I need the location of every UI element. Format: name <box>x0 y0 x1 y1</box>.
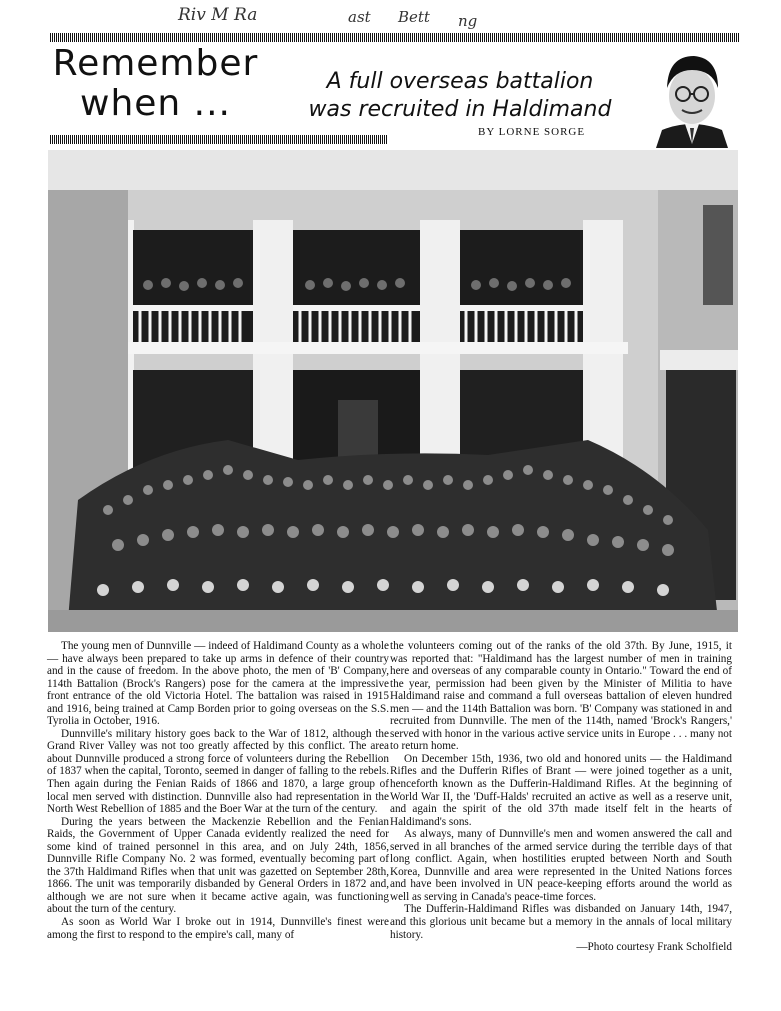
article-paragraph: the volunteers coming out of the ranks of the old 37th. By June, 1915, it was reported that: "Haldimand has the largest number of men in training here and overseas of any comparable county in Ontario." Toward the end of the year, permission had been given by the Minister of Militia to have Haldimand raise and command a full overseas battalion of eleven hundred men — and the 114th Battalion was born. 'B' Company was stationed in and recruited from Dunnville. The men of the 114th, named 'Brock's Rangers,' served with honor in the various active service units in Europe . . . many not to return home. <box>390 640 732 753</box>
photo-credit: —Photo courtesy Frank Scholfield <box>576 941 732 954</box>
byline: BY LORNE SORGE <box>478 126 586 138</box>
header-rule-top <box>50 33 740 42</box>
historic-group-photo <box>48 150 738 632</box>
article-headline <box>290 68 630 124</box>
article-paragraph: Dunnville's military history goes back to the War of 1812, although the Grand River Valley was not too greatly affected by this conflict. The area about Dunnville produced a strong force of volunteers during the Rebellion of 1837 when the capital, Toronto, seemed in danger of falling to the rebels. Then again during the Fenian Raids of 1866 and 1870, a large group of local men served with distinction. Dunnville also had representation in the North West Rebellion of 1885 and the Boer War at the turn of the century. <box>47 727 389 816</box>
headline-line: was recruited in Haldimand <box>308 97 612 122</box>
author-portrait-icon <box>652 44 732 148</box>
handwritten-note: ast <box>348 8 371 26</box>
article-paragraph: As always, many of Dunnville's men and women answered the call and served in all branches of the armed service during the terrible days of that long conflict. Again, when hostilities erupted between North and South Korea, Dunnville and area were represented in the United Nations forces and have been involved in UN peace-keeping efforts around the world as well as serving in Canada's peace-time forces. <box>390 828 732 903</box>
article-column-left <box>47 640 389 941</box>
article-paragraph: During the years between the Mackenzie Rebellion and the Fenian Raids, the Government of Upper Canada evidently realized the need for some kind of trained personnel in this area, and on July 24th, 1856, Dunnville Rifle Company No. 2 was formed, eventually becoming part of the 37th Haldimand Rifles when that unit was gazetted on September 28th, 1866. The unit was temporarily disbanded by General Orders in 1872 and, although we are not sure when it became active again, was functioning about the turn of the century. <box>47 815 389 916</box>
title-line: Remember <box>52 43 259 84</box>
article-paragraph: As soon as World War I broke out in 1914, Dunnville's finest were among the first to respond to the empire's call, many of <box>47 916 389 941</box>
handwritten-note: Riv M Ra <box>178 5 258 25</box>
headline-line: A full overseas battalion <box>326 69 594 94</box>
article-paragraph: The young men of Dunnville — indeed of Haldimand County as a whole — have always been prepared to take up arms in defence of their country and in the cause of freedom. In the above photo, the men of 'B' Company, 114th Battalion (Brock's Rangers) pose for the camera at the impressive front entrance of the old Victoria Hotel. The battalion was raised in 1915 and 1916, being trained at Camp Borden prior to going overseas on the S.S. Tyrolia in October, 1916. <box>47 640 389 728</box>
handwritten-note: ng <box>458 12 478 30</box>
article-paragraph: The Dufferin-Haldimand Rifles was disbanded on January 14th, 1947, and this glorious unit became but a memory in the annals of local military history. <box>390 903 732 941</box>
title-line: when ... <box>80 83 231 124</box>
handwritten-notes <box>170 0 500 30</box>
header-rule-bottom <box>50 135 388 144</box>
article-column-right <box>390 640 732 954</box>
column-title <box>48 44 263 124</box>
handwritten-note: Bett <box>398 8 430 26</box>
article-paragraph: On December 15th, 1936, two old and honored units — the Haldimand Rifles and the Dufferin Rifles of Brant — were joined together as a unit, henceforth known as the Dufferin-Haldimand Rifles. At the beginning of World War II, the 'Duff-Halds' recruited an active as well as a reserve unit, and again the spirit of the old 37th made itself felt in the hearts of Haldimand's sons. <box>390 752 732 828</box>
